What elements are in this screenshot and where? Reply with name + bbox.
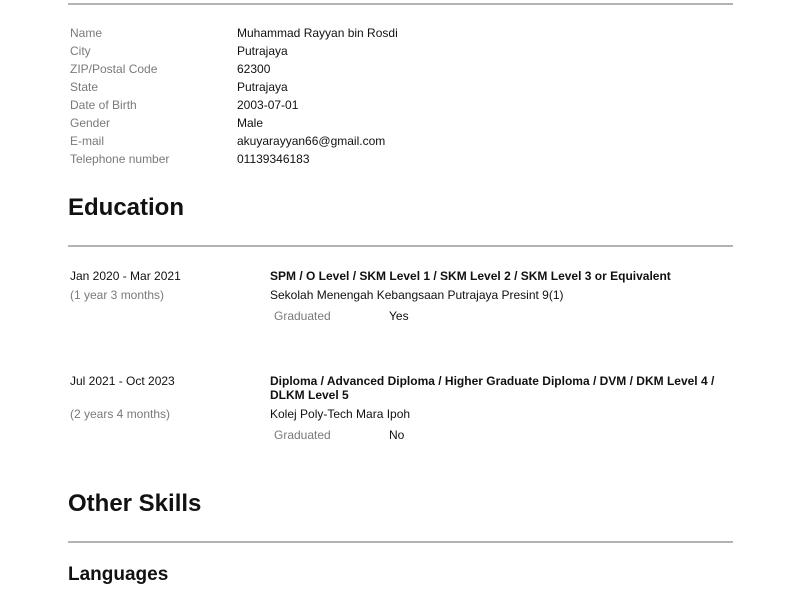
personal-row-telephone [70, 152, 710, 170]
education-institution: Kolej Poly-Tech Mara Ipoh [270, 407, 411, 421]
personal-value: Muhammad Rayyan bin Rosdi [237, 26, 398, 40]
divider-top [68, 3, 733, 5]
education-duration: (1 year 3 months) [70, 288, 165, 302]
education-qualification: Diploma / Advanced Diploma / Higher Graduate Diploma / DVM / DKM Level 4 / DLKM Level 5 [270, 374, 715, 402]
personal-label: Gender [70, 116, 111, 130]
graduated-label: Graduated [274, 309, 331, 323]
personal-row-city [70, 44, 710, 62]
education-dates: Jan 2020 - Mar 2021 [70, 269, 181, 283]
personal-label: Name [70, 26, 103, 40]
education-details [270, 269, 730, 323]
personal-label: City [70, 44, 91, 58]
personal-row-email [70, 134, 710, 152]
personal-value: Male [237, 116, 264, 130]
education-entry [70, 374, 730, 446]
personal-label: ZIP/Postal Code [70, 62, 158, 76]
personal-value: Putrajaya [237, 44, 288, 58]
personal-label: State [70, 80, 99, 94]
other-skills-heading: Other Skills [68, 490, 202, 517]
education-graduated [270, 428, 730, 442]
personal-row-dob [70, 98, 710, 116]
personal-row-state [70, 80, 710, 98]
education-qualification: SPM / O Level / SKM Level 1 / SKM Level 2 / SKM Level 3 or Equivalent [270, 269, 671, 283]
education-duration: (2 years 4 months) [70, 407, 171, 421]
education-details [270, 374, 730, 442]
graduated-value: Yes [389, 309, 409, 323]
personal-value: akuyarayyan66@gmail.com [237, 134, 386, 148]
personal-value: Putrajaya [237, 80, 288, 94]
graduated-value: No [389, 428, 405, 442]
divider-other-skills [68, 541, 733, 543]
personal-label: Telephone number [70, 152, 170, 166]
personal-label: Date of Birth [70, 98, 137, 112]
graduated-label: Graduated [274, 428, 331, 442]
languages-heading: Languages [68, 564, 169, 585]
education-entry [70, 269, 730, 329]
personal-details [70, 26, 710, 170]
divider-education [68, 245, 733, 247]
personal-value: 2003-07-01 [237, 98, 299, 112]
education-institution: Sekolah Menengah Kebangsaan Putrajaya Presint 9(1) [270, 288, 564, 302]
personal-row-zip [70, 62, 710, 80]
education-heading: Education [68, 194, 185, 221]
personal-row-name [70, 26, 710, 44]
education-dates: Jul 2021 - Oct 2023 [70, 374, 175, 388]
personal-row-gender [70, 116, 710, 134]
personal-value: 62300 [237, 62, 271, 76]
education-graduated [270, 309, 730, 323]
personal-value: 01139346183 [237, 152, 310, 166]
personal-label: E-mail [70, 134, 105, 148]
